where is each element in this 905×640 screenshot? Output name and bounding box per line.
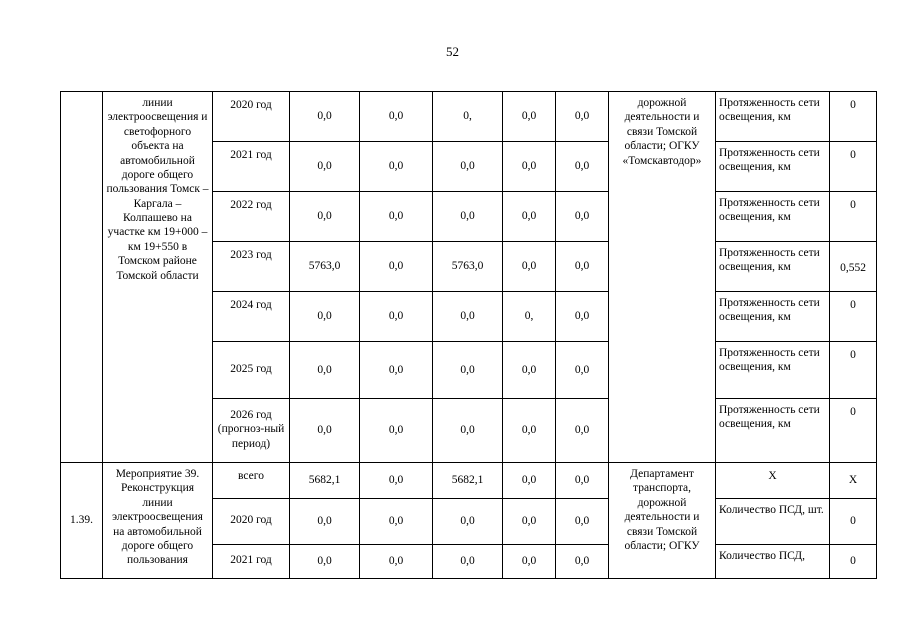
regional-cell: 0,0 [433, 192, 503, 242]
other-cell: 0,0 [556, 499, 609, 545]
year-cell: 2025 год [213, 342, 290, 399]
indicator-cell: Протяженность сети освещения, км [716, 92, 830, 142]
row-number-cell [61, 92, 103, 463]
indicator-value-cell: 0 [830, 142, 877, 192]
federal-cell: 0,0 [360, 92, 433, 142]
indicator-cell: Количество ПСД, [716, 545, 830, 579]
indicator-value-cell: Х [830, 463, 877, 499]
federal-cell: 0,0 [360, 292, 433, 342]
federal-cell: 0,0 [360, 342, 433, 399]
indicator-value-cell: 0 [830, 292, 877, 342]
indicator-value-cell: 0 [830, 92, 877, 142]
year-cell: 2024 год [213, 292, 290, 342]
federal-cell: 0,0 [360, 242, 433, 292]
indicator-value-cell: 0 [830, 499, 877, 545]
local-cell: 0,0 [503, 92, 556, 142]
total-cell: 0,0 [290, 142, 360, 192]
other-cell: 0,0 [556, 192, 609, 242]
indicator-cell: Протяженность сети освещения, км [716, 242, 830, 292]
year-cell: 2021 год [213, 545, 290, 579]
local-cell: 0,0 [503, 242, 556, 292]
total-cell: 5682,1 [290, 463, 360, 499]
year-cell: 2020 год [213, 92, 290, 142]
federal-cell: 0,0 [360, 142, 433, 192]
table-row [61, 92, 877, 142]
indicator-cell: Протяженность сети освещения, км [716, 142, 830, 192]
page-number: 52 [446, 44, 459, 59]
local-cell: 0,0 [503, 545, 556, 579]
federal-cell: 0,0 [360, 192, 433, 242]
local-cell: 0,0 [503, 499, 556, 545]
other-cell: 0,0 [556, 142, 609, 192]
federal-cell: 0,0 [360, 545, 433, 579]
local-cell: 0,0 [503, 142, 556, 192]
year-cell: 2026 год (прогноз-ный период) [213, 399, 290, 463]
measure-number: 1.39. [61, 463, 103, 579]
indicator-value-cell: 0 [830, 545, 877, 579]
total-cell: 0,0 [290, 192, 360, 242]
regional-cell: 0, [433, 92, 503, 142]
program-table [60, 91, 877, 579]
regional-cell: 0,0 [433, 292, 503, 342]
executor-cell: Департамент транспорта, дорожной деятельности и связи Томской области; ОГКУ [609, 463, 716, 579]
other-cell: 0,0 [556, 545, 609, 579]
indicator-value-cell: 0 [830, 342, 877, 399]
other-cell: 0,0 [556, 92, 609, 142]
total-cell: 0,0 [290, 545, 360, 579]
regional-cell: 0,0 [433, 142, 503, 192]
local-cell: 0,0 [503, 463, 556, 499]
indicator-value-cell: 0,552 [830, 242, 877, 292]
regional-cell: 0,0 [433, 499, 503, 545]
indicator-cell: Протяженность сети освещения, км [716, 292, 830, 342]
local-cell: 0,0 [503, 342, 556, 399]
measure-description: линии электроосвещения и светофорного объекта на автомобильной дороге общего пользования Томск – Каргала – Колпашево на участке км 19+000 – км 19+550 в Томском районе Томской области [103, 92, 213, 463]
indicator-cell: Количество ПСД, шт. [716, 499, 830, 545]
year-cell: всего [213, 463, 290, 499]
other-cell: 0,0 [556, 242, 609, 292]
other-cell: 0,0 [556, 399, 609, 463]
year-cell: 2020 год [213, 499, 290, 545]
federal-cell: 0,0 [360, 499, 433, 545]
executor-cell: дорожной деятельности и связи Томской области; ОГКУ «Томскавтодор» [609, 92, 716, 463]
indicator-cell: Х [716, 463, 830, 499]
regional-cell: 0,0 [433, 545, 503, 579]
indicator-value-cell: 0 [830, 399, 877, 463]
indicator-cell: Протяженность сети освещения, км [716, 342, 830, 399]
table-row [61, 463, 877, 499]
measure-description: Мероприятие 39. Реконструкция линии электроосвещения на автомобильной дороге общего пользования [103, 463, 213, 579]
regional-cell: 5682,1 [433, 463, 503, 499]
total-cell: 5763,0 [290, 242, 360, 292]
indicator-cell: Протяженность сети освещения, км [716, 192, 830, 242]
other-cell: 0,0 [556, 292, 609, 342]
total-cell: 0,0 [290, 399, 360, 463]
total-cell: 0,0 [290, 342, 360, 399]
indicator-value-cell: 0 [830, 192, 877, 242]
other-cell: 0,0 [556, 463, 609, 499]
local-cell: 0, [503, 292, 556, 342]
year-cell: 2021 год [213, 142, 290, 192]
local-cell: 0,0 [503, 192, 556, 242]
total-cell: 0,0 [290, 292, 360, 342]
regional-cell: 5763,0 [433, 242, 503, 292]
year-cell: 2023 год [213, 242, 290, 292]
year-cell: 2022 год [213, 192, 290, 242]
other-cell: 0,0 [556, 342, 609, 399]
total-cell: 0,0 [290, 499, 360, 545]
regional-cell: 0,0 [433, 399, 503, 463]
indicator-cell: Протяженность сети освещения, км [716, 399, 830, 463]
federal-cell: 0,0 [360, 399, 433, 463]
total-cell: 0,0 [290, 92, 360, 142]
local-cell: 0,0 [503, 399, 556, 463]
regional-cell: 0,0 [433, 342, 503, 399]
federal-cell: 0,0 [360, 463, 433, 499]
